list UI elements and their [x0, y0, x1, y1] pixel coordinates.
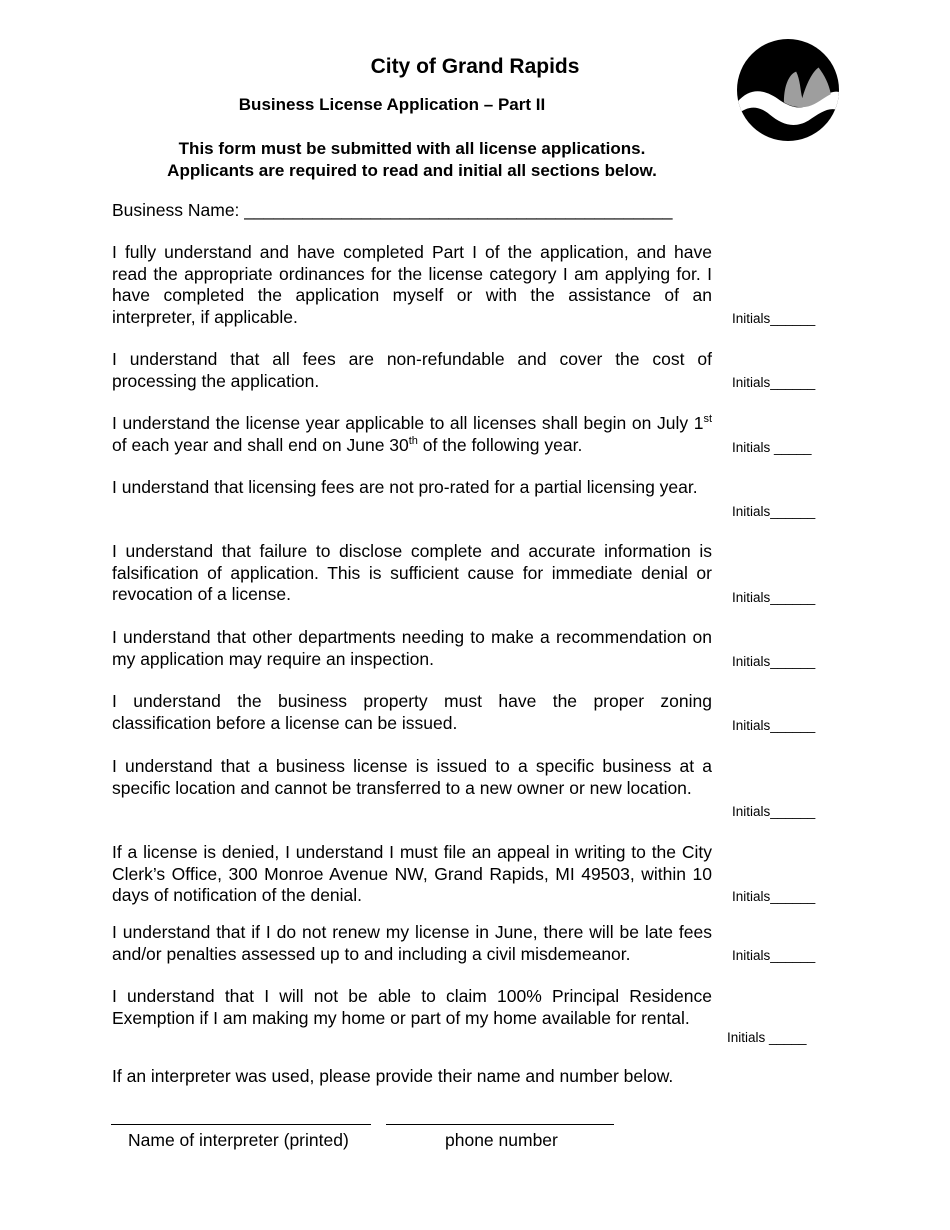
business-name-field[interactable] [112, 200, 673, 221]
page-title: City of Grand Rapids [370, 55, 580, 78]
interpreter-note: If an interpreter was used, please provide their name and number below. [112, 1066, 674, 1086]
ordinal-suffix: st [703, 413, 712, 426]
initials-field[interactable]: Initials _____ [727, 1030, 807, 1045]
clause-text: If a license is denied, I understand I must file an appeal in writing to the City Clerk’s Office, 300 Monroe Avenue NW, Grand Rapids, MI 49503, within 10 days of notification of the denial. [112, 842, 712, 905]
clause-text-part: of the following year. [417, 434, 583, 455]
initials-field[interactable]: Initials _____ [732, 440, 812, 455]
initials-field[interactable]: Initials______ [732, 718, 816, 733]
clause-text: I understand the business property must have the proper zoning classification before a license can be issued. [112, 691, 712, 733]
business-name-blank[interactable]: ____________________________________________ [244, 200, 673, 220]
clause-text: I understand that other departments needing to make a recommendation on my application may require an inspection. [112, 627, 712, 669]
initials-field[interactable]: Initials______ [732, 654, 816, 669]
initials-field[interactable]: Initials______ [732, 311, 816, 326]
initials-field[interactable]: Initials______ [732, 590, 816, 605]
clause-text-part: I understand the license year applicable to all licenses shall begin on July 1 [112, 413, 704, 433]
interpreter-name-label: Name of interpreter (printed) [128, 1130, 349, 1150]
clause-text: I understand that all fees are non-refundable and cover the cost of processing the application. [112, 349, 712, 391]
form-notice [112, 138, 712, 182]
initials-field[interactable]: Initials______ [732, 504, 816, 519]
clause-text: I understand that I will not be able to claim 100% Principal Residence Exemption if I am making my home or part of my home available for rental. [112, 986, 712, 1028]
interpreter-phone-line[interactable] [386, 1124, 614, 1125]
form-subtitle: Business License Application – Part II [238, 95, 546, 114]
initials-field[interactable]: Initials______ [732, 948, 816, 963]
city-seal-logo-icon [737, 39, 839, 141]
initials-field[interactable]: Initials______ [732, 804, 816, 819]
clause-text: I understand that licensing fees are not pro-rated for a partial licensing year. [112, 477, 698, 497]
ordinal-suffix: th [408, 434, 418, 447]
clause-text: I understand that failure to disclose complete and accurate information is falsification of application. This is sufficient cause for immediate denial or revocation of a license. [112, 541, 712, 604]
initials-field[interactable]: Initials______ [732, 889, 816, 904]
interpreter-name-line[interactable] [111, 1124, 371, 1125]
clause-text: I fully understand and have completed Part I of the application, and have read the appropriate ordinances for the license category I am applying for. I have completed the application myself or with the assistance of an interpreter, if applicable. [112, 242, 712, 327]
initials-field[interactable]: Initials______ [732, 375, 816, 390]
notice-line-2: Applicants are required to read and initial all sections below. [167, 161, 657, 180]
notice-line-1: This form must be submitted with all license applications. [178, 139, 646, 158]
clause-text [112, 413, 712, 456]
business-name-label: Business Name: [112, 200, 245, 220]
clause-text: I understand that a business license is issued to a specific business at a specific location and cannot be transferred to a new owner or new location. [112, 756, 712, 798]
interpreter-phone-label: phone number [445, 1130, 558, 1150]
clause-text-part: of each year and shall end on June 30 [112, 434, 409, 455]
clause-text: I understand that if I do not renew my license in June, there will be late fees and/or penalties assessed up to and including a civil misdemeanor. [112, 922, 712, 964]
